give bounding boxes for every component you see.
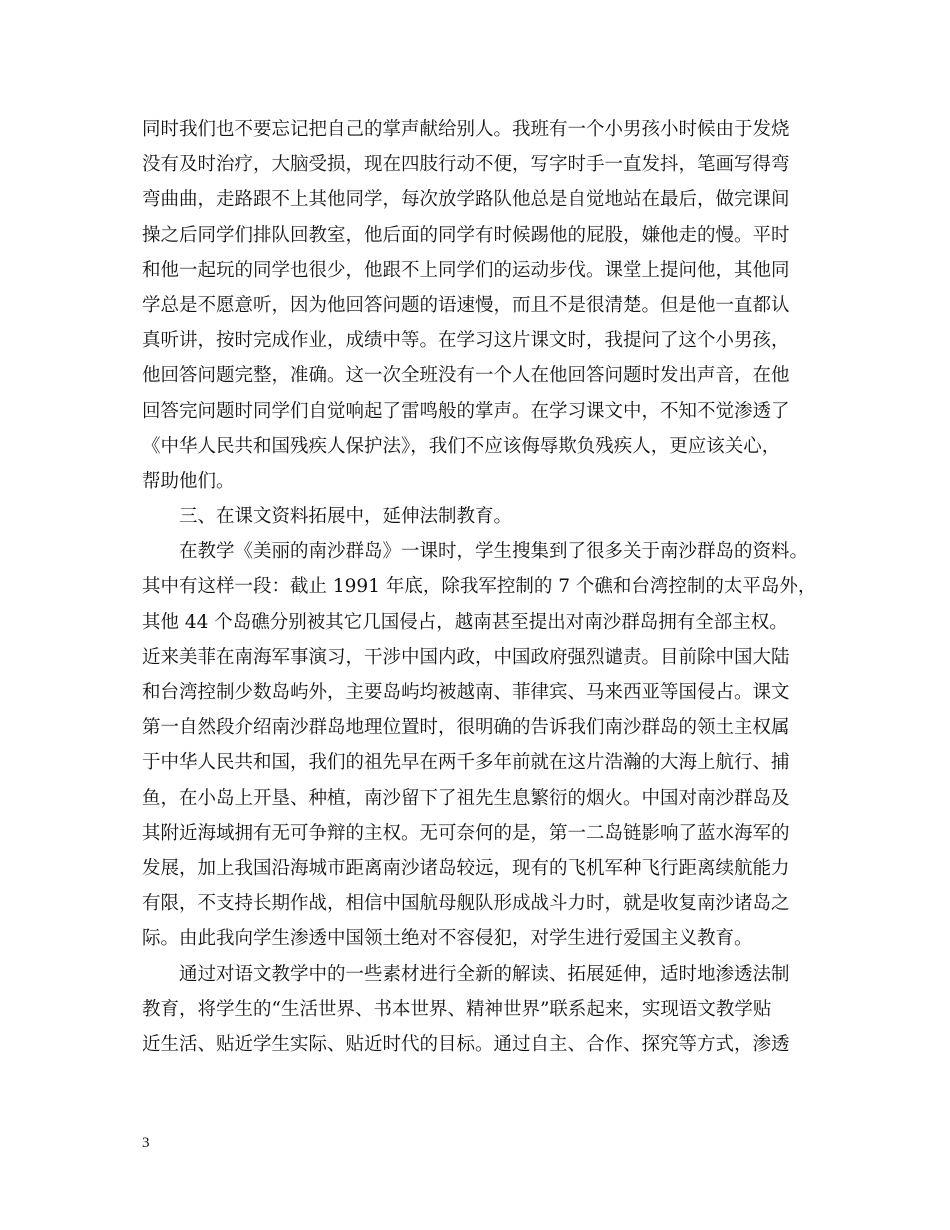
text-line: 其中有这样一段：截止 1991 年底，除我军控制的 7 个礁和台湾控制的太平岛外， <box>142 576 817 598</box>
text-line: 操之后同学们排队回教室，他后面的同学有时候踢他的屁股，嫌他走的慢。平时 <box>142 224 790 246</box>
text-line: 真听讲，按时完成作业，成绩中等。在学习这片课文时，我提问了这个小男孩， <box>142 330 790 352</box>
text-line: 通过对语文教学中的一些素材进行全新的解读、拓展延伸，适时地渗透法制 <box>179 963 790 985</box>
text-line: 回答完问题时同学们自觉响起了雷鸣般的掌声。在学习课文中，不知不觉渗透了 <box>142 400 790 422</box>
text-line: 有限，不支持长期作战，相信中国航母舰队形成战斗力时，就是收复南沙诸岛之 <box>142 893 790 915</box>
text-line: 和台湾控制少数岛屿外，主要岛屿均被越南、菲律宾、马来西亚等国侵占。课文 <box>142 682 790 703</box>
text-line: 帮助他们。 <box>142 470 235 492</box>
text-line: 《中华人民共和国残疾人保护法》，我们不应该侮辱欺负残疾人，更应该关心， <box>142 435 781 457</box>
text-line: 没有及时治疗，大脑受损，现在四肢行动不便，写字时手一直发抖，笔画写得弯 <box>142 154 790 176</box>
text-line: 于中华人民共和国，我们的祖先早在两千多年前就在这片浩瀚的大海上航行、捕 <box>142 752 790 774</box>
text-line: 他回答问题完整，准确。这一次全班没有一个人在他回答问题时发出声音，在他 <box>142 365 790 387</box>
body-text <box>142 112 822 1062</box>
text-line: 近生活、贴近学生实际、贴近时代的目标。通过自主、合作、探究等方式，渗透 <box>142 1033 790 1055</box>
text-line: 第一自然段介绍南沙群岛地理位置时，很明确的告诉我们南沙群岛的领土主权属 <box>142 717 790 739</box>
text-line: 近来美菲在南海军事演习，干涉中国内政，中国政府强烈谴责。目前除中国大陆 <box>142 646 790 668</box>
text-line: 教育，将学生的“生活世界、书本世界、精神世界”联系起来，实现语文教学贴 <box>142 998 772 1020</box>
text-line: 际。由此我向学生渗透中国领土绝对不容侵犯，对学生进行爱国主义教育。 <box>142 928 753 950</box>
text-line: 和他一起玩的同学也很少，他跟不上同学们的运动步伐。课堂上提问他，其他同 <box>142 259 790 281</box>
section-heading: 三、在课文资料拓展中，延伸法制教育。 <box>179 506 513 528</box>
text-line: 学总是不愿意听，因为他回答问题的语速慢，而且不是很清楚。但是他一直都认 <box>142 294 790 316</box>
text-line: 鱼，在小岛上开垦、种植，南沙留下了祖先生息繁衍的烟火。中国对南沙群岛及 <box>142 787 790 809</box>
text-line: 其附近海域拥有无可争辩的主权。无可奈何的是，第一二岛链影响了蓝水海军的 <box>142 822 790 844</box>
text-line: 在教学《美丽的南沙群岛》一课时，学生搜集到了很多关于南沙群岛的资料。 <box>179 541 809 563</box>
text-line: 同时我们也不要忘记把自己的掌声献给别人。我班有一个小男孩小时候由于发烧 <box>142 119 790 140</box>
text-line: 其他 44 个岛礁分别被其它几国侵占，越南甚至提出对南沙群岛拥有全部主权。 <box>142 611 788 633</box>
page-number: 3 <box>142 1135 150 1151</box>
text-line: 弯曲曲，走路跟不上其他同学，每次放学路队他总是自觉地站在最后，做完课间 <box>142 189 790 211</box>
text-line: 发展，加上我国沿海城市距离南沙诸岛较远，现有的飞机军种飞行距离续航能力 <box>142 857 790 879</box>
